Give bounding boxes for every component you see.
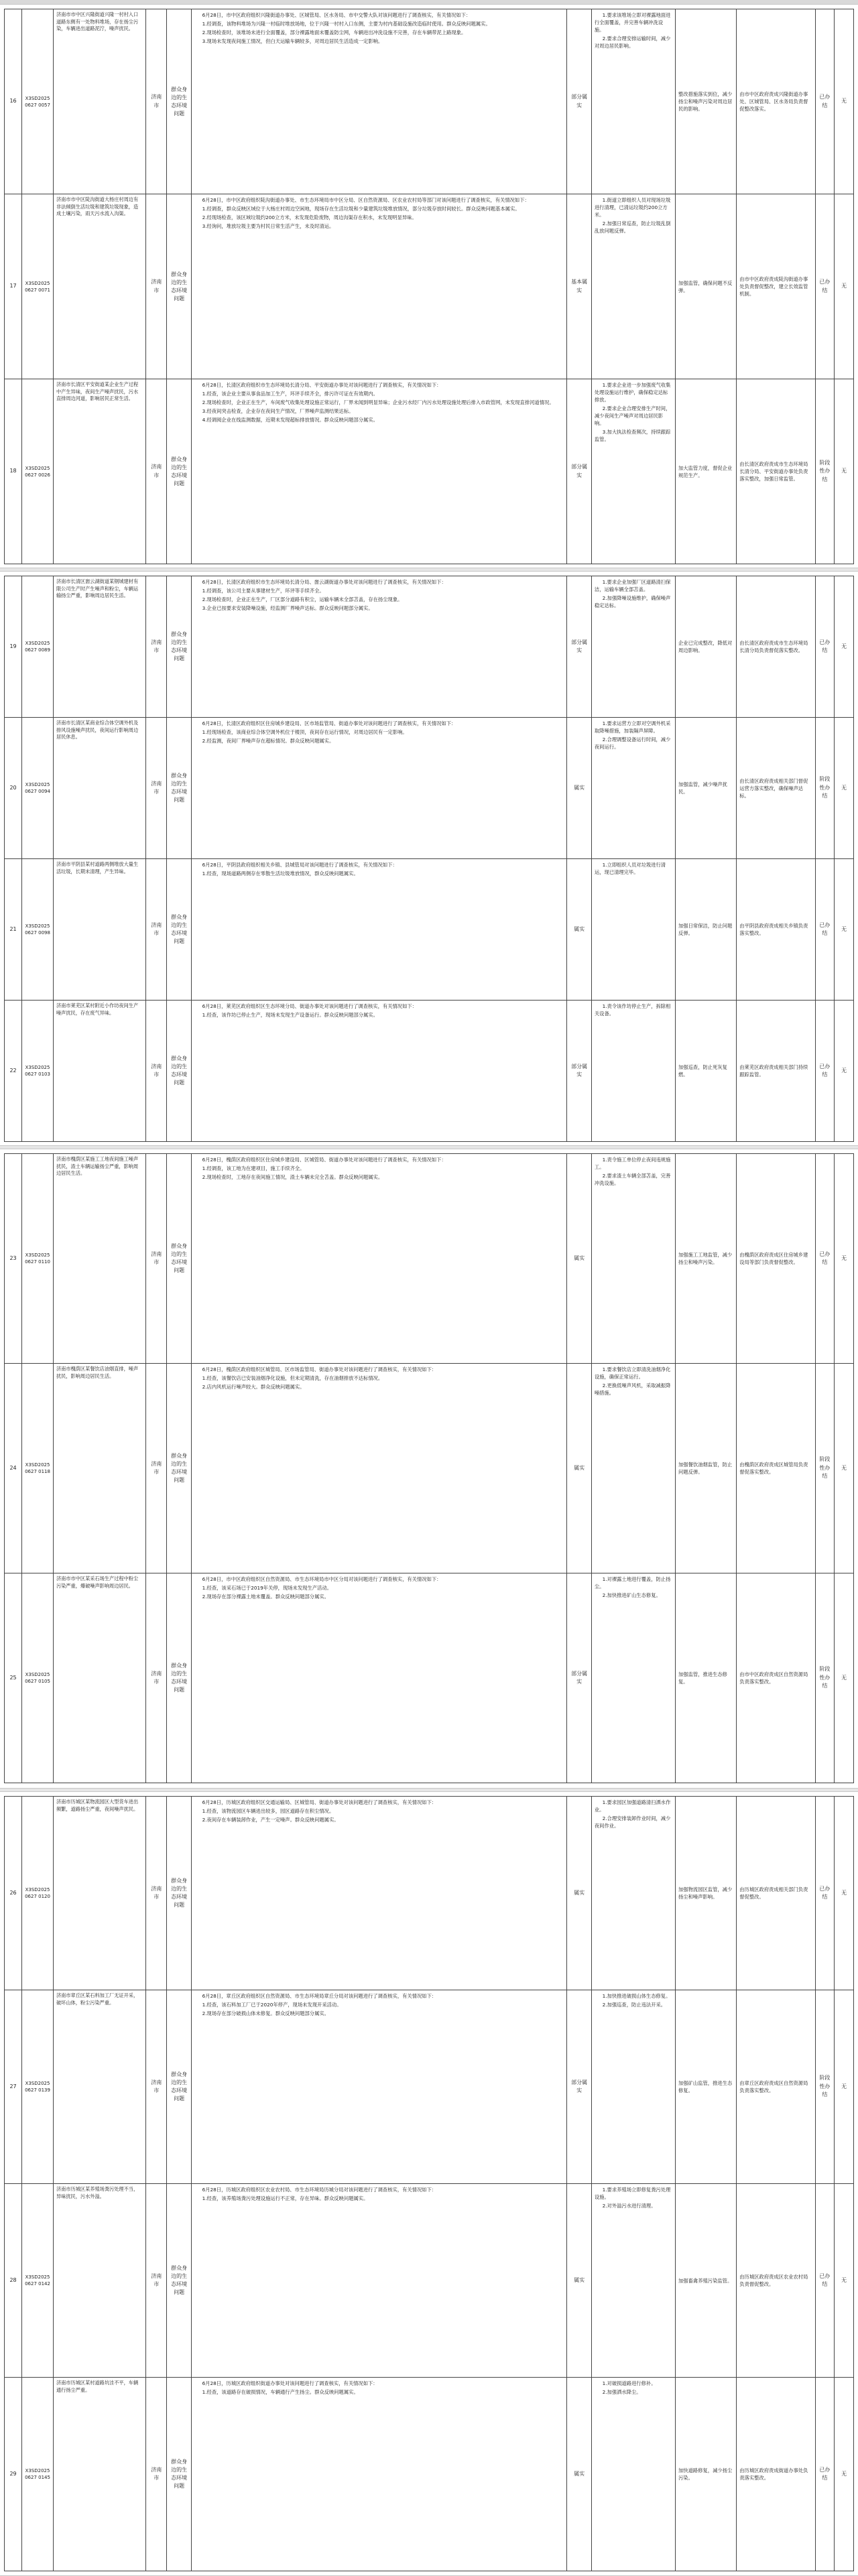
case-status: 阶段性办结 bbox=[815, 718, 835, 859]
result-paragraph: 6月28日，市中区政府组织兴隆街道办事处、区城管局、区水务局、市中交警大队对该问题进行了调查核实，有关情况如下： bbox=[202, 12, 471, 18]
case-code: X3SD2025 0627 0105 bbox=[22, 1573, 54, 1783]
table-row bbox=[5, 379, 854, 564]
rectification-item: 1.对破损道路进行修补。 bbox=[602, 2380, 656, 2386]
case-code: X3SD2025 0627 0026 bbox=[22, 379, 54, 564]
row-index: 19 bbox=[5, 576, 22, 718]
rectification-summary: 加强监管，减少噪声扰民。 bbox=[676, 718, 737, 859]
page-4 bbox=[0, 1791, 858, 2576]
rectification-item: 1.要求企业加强厂区道路清扫保洁，运输车辆全部苫盖。 bbox=[594, 579, 671, 592]
row-index: 28 bbox=[5, 2184, 22, 2378]
investigation-result bbox=[191, 576, 567, 718]
complaint-content: 济南市槐荫区某施工工地夜间施工噪声扰民，渣土车辆运输扬尘严重，影响周边居民生活。 bbox=[53, 1154, 145, 1364]
verification-level: 属实 bbox=[567, 2184, 591, 2378]
result-paragraph: 6月28日，历城区政府组织区交通运输局、区城管局、街道办事处对该问题进行了调查核实，有关情况如下： bbox=[202, 1799, 437, 1805]
admin-area: 济南市 bbox=[146, 194, 167, 379]
page-1 bbox=[0, 4, 858, 568]
page-3 bbox=[0, 1149, 858, 1789]
verification-level: 属实 bbox=[567, 2378, 591, 2571]
case-code: X3SD2025 0627 0098 bbox=[22, 859, 54, 1001]
result-paragraph: 6月28日，章丘区政府组织区自然资源局、市生态环境局章丘分局对该问题进行了调查核实，有关情况如下： bbox=[202, 1993, 437, 1999]
investigation-result bbox=[191, 1990, 567, 2184]
result-paragraph: 1.经查，该作坊已停止生产，现场未发现生产设备运行。群众反映问题部分属实。 bbox=[202, 1012, 378, 1018]
rectification-measures bbox=[591, 9, 675, 194]
complaint-content: 济南市莱芜区某村附近小作坊夜间生产噪声扰民，存在废气异味。 bbox=[53, 1001, 145, 1142]
rectification-item: 2.合理安排装卸作业时间，减少夜间作业。 bbox=[594, 1815, 671, 1829]
result-paragraph: 6月28日，市中区政府组织区自然资源局、市生态环境局市中区分局对该问题进行了调查核实，有关情况如下： bbox=[202, 1576, 442, 1582]
rectification-item: 1.要求该堆场立即对裸露地面进行全面覆盖，并完善车辆冲洗设施。 bbox=[594, 12, 671, 33]
case-code: X3SD2025 0627 0142 bbox=[22, 2184, 54, 2378]
rectification-item: 2.更换低噪声风机，采取减振降噪措施。 bbox=[594, 1382, 671, 1396]
rectification-item: 1.要求企业进一步加强废气收集处理设施运行维护，确保稳定达标排放。 bbox=[594, 382, 671, 403]
case-status: 阶段性办结 bbox=[815, 1364, 835, 1573]
follow-up-measure: 由长清区政府责成相关部门督促运营方落实整改，确保噪声达标。 bbox=[737, 718, 815, 859]
admin-area: 济南市 bbox=[146, 576, 167, 718]
follow-up-measure: 由平阴县政府责成相关乡镇负责落实整改。 bbox=[737, 859, 815, 1001]
case-status: 已办结 bbox=[815, 1797, 835, 1990]
result-paragraph: 3.企业已按要求安装降噪设施，经监测厂界噪声达标。群众反映问题部分属实。 bbox=[202, 605, 373, 611]
verification-level: 属实 bbox=[567, 718, 591, 859]
verification-level: 部分属实 bbox=[567, 379, 591, 564]
follow-up-measure: 由章丘区政府责成区自然资源局负责落实整改。 bbox=[737, 1990, 815, 2184]
table-row bbox=[5, 2378, 854, 2571]
case-status: 已办结 bbox=[815, 9, 835, 194]
rectification-measures bbox=[591, 379, 675, 564]
rectification-measures bbox=[591, 194, 675, 379]
result-paragraph: 6月28日，长清区政府组织市生态环境局长清分局、平安街道办事处对该问题进行了调查核实，有关情况如下： bbox=[202, 382, 442, 388]
result-paragraph: 2.店内风机运行噪声较大。群众反映问题属实。 bbox=[202, 1384, 305, 1390]
rectification-item: 2.加快推进矿山生态修复。 bbox=[602, 1592, 661, 1598]
follow-up-measure: 由历城区政府责成相关部门负责督促整改。 bbox=[737, 1797, 815, 1990]
result-paragraph: 1.经查，该餐饮店已安装油烟净化设施，但未定期清洗，存在油烟排放不达标情况。 bbox=[202, 1375, 383, 1381]
complaint-content: 济南市历城区某养殖场粪污处理不当，异味扰民，污水外溢。 bbox=[53, 2184, 145, 2378]
rectification-summary: 加大监管力度，督促企业规范生产。 bbox=[676, 379, 737, 564]
verification-level: 部分属实 bbox=[567, 1573, 591, 1783]
result-paragraph: 1.经查，该石料加工厂已于2020年停产，现场未发现开采活动。 bbox=[202, 2002, 342, 2008]
pollution-type: 群众身边的生态环境问题 bbox=[167, 1364, 191, 1573]
pollution-type: 群众身边的生态环境问题 bbox=[167, 379, 191, 564]
admin-area: 济南市 bbox=[146, 2184, 167, 2378]
table-row bbox=[5, 718, 854, 859]
complaint-content: 济南市长清区某商业综合体空调外机及排风设施噪声扰民，夜间运行影响周边居民休息。 bbox=[53, 718, 145, 859]
pollution-type: 群众身边的生态环境问题 bbox=[167, 718, 191, 859]
result-paragraph: 6月28日，历城区政府组织区农业农村局、市生态环境局历城分局对该问题进行了调查核实，有关情况如下： bbox=[202, 2187, 437, 2193]
pollution-type: 群众身边的生态环境问题 bbox=[167, 576, 191, 718]
case-status: 已办结 bbox=[815, 576, 835, 718]
complaint-content: 济南市长清区平安街道某企业生产过程中产生异味，夜间生产噪声扰民，污水直排周边河道，影响居民正常生活。 bbox=[53, 379, 145, 564]
complaint-content: 济南市历城区某物流园区大型货车进出频繁，道路扬尘严重，夜间噪声扰民。 bbox=[53, 1797, 145, 1990]
investigation-result bbox=[191, 2184, 567, 2378]
result-paragraph: 2.夜间存在车辆装卸作业，产生一定噪声。群众反映问题属实。 bbox=[202, 1817, 339, 1823]
accountability: 无 bbox=[835, 194, 854, 379]
case-table bbox=[4, 1153, 854, 1783]
row-index: 27 bbox=[5, 1990, 22, 2184]
rectification-measures bbox=[591, 1990, 675, 2184]
investigation-result bbox=[191, 194, 567, 379]
table-row bbox=[5, 576, 854, 718]
rectification-summary: 加强日常保洁，防止问题反弹。 bbox=[676, 859, 737, 1001]
result-paragraph: 2.现场检查时，企业正在生产，车间废气收集处理设施正常运行，厂界未闻到明显异味；企业污水经厂内污水处理设施处理后排入市政管网，未发现直排河道情况。 bbox=[202, 399, 554, 405]
row-index: 24 bbox=[5, 1364, 22, 1573]
follow-up-measure: 由长清区政府责成市生态环境局长清分局、平安街道办事处负责落实整改，加强日常监管。 bbox=[737, 379, 815, 564]
result-paragraph: 3.经询问，堆放垃圾主要为村民日常生活产生，未及时清运。 bbox=[202, 223, 334, 229]
rectification-item: 1.加快推进破损山体生态修复。 bbox=[602, 1993, 671, 1999]
rectification-summary: 加快道路修复，减少扬尘污染。 bbox=[676, 2378, 737, 2571]
result-paragraph: 2.现场检查时，该堆场未进行全面覆盖，部分裸露地面未覆盖防尘网，车辆进出冲洗设施不完善，存在车辆带泥上路现象。 bbox=[202, 29, 467, 36]
rectification-measures bbox=[591, 2184, 675, 2378]
result-paragraph: 6月28日，长清区政府组织市生态环境局长清分局、崮云湖街道办事处对该问题进行了调查核实，有关情况如下： bbox=[202, 579, 446, 585]
rectification-summary: 加强餐饮油烟监管，防止问题反弹。 bbox=[676, 1364, 737, 1573]
investigation-result bbox=[191, 1573, 567, 1783]
table-row bbox=[5, 1990, 854, 2184]
admin-area: 济南市 bbox=[146, 379, 167, 564]
table-row bbox=[5, 1797, 854, 1990]
case-code: X3SD2025 0627 0071 bbox=[22, 194, 54, 379]
admin-area: 济南市 bbox=[146, 9, 167, 194]
pollution-type: 群众身边的生态环境问题 bbox=[167, 1797, 191, 1990]
admin-area: 济南市 bbox=[146, 2378, 167, 2571]
table-row bbox=[5, 859, 854, 1001]
admin-area: 济南市 bbox=[146, 718, 167, 859]
accountability: 无 bbox=[835, 1990, 854, 2184]
accountability: 无 bbox=[835, 576, 854, 718]
rectification-measures bbox=[591, 859, 675, 1001]
verification-level: 部分属实 bbox=[567, 1001, 591, 1142]
page-2 bbox=[0, 571, 858, 1146]
rectification-item: 1.责令施工单位停止夜间违规施工。 bbox=[594, 1157, 671, 1170]
rectification-item: 1.要求园区加强道路清扫洒水作业。 bbox=[594, 1799, 671, 1813]
result-paragraph: 1.经调查，该工地为在建项目，施工手续齐全。 bbox=[202, 1165, 305, 1171]
complaint-content: 济南市槐荫区某餐饮店油烟直排，噪声扰民，影响周边居民生活。 bbox=[53, 1364, 145, 1573]
investigation-result bbox=[191, 1797, 567, 1990]
result-paragraph: 1.经调查，该物料堆场为兴隆一村临时堆放场地，位于兴隆一村村入口东侧，主要为村内基础设施改造临时使用。群众反映问题属实。 bbox=[202, 21, 491, 27]
rectification-summary: 企业已完成整改，降低对周边影响。 bbox=[676, 576, 737, 718]
result-paragraph: 1.经现场检查，该商业综合体空调外机位于楼顶，夜间存在运行情况，对周边居民有一定影响。 bbox=[202, 729, 408, 735]
case-code: X3SD2025 0627 0145 bbox=[22, 2378, 54, 2571]
verification-level: 属实 bbox=[567, 859, 591, 1001]
investigation-result bbox=[191, 859, 567, 1001]
admin-area: 济南市 bbox=[146, 1001, 167, 1142]
table-row bbox=[5, 1364, 854, 1573]
verification-level: 属实 bbox=[567, 1797, 591, 1990]
rectification-measures bbox=[591, 1001, 675, 1142]
case-status: 阶段性办结 bbox=[815, 1573, 835, 1783]
complaint-content: 济南市市中区某采石场生产过程中粉尘污染严重，爆破噪声影响周边居民。 bbox=[53, 1573, 145, 1783]
follow-up-measure: 由市中区政府责成区自然资源局负责落实整改。 bbox=[737, 1573, 815, 1783]
table-row bbox=[5, 194, 854, 379]
case-status: 已办结 bbox=[815, 194, 835, 379]
investigation-result bbox=[191, 1001, 567, 1142]
case-status: 阶段性办结 bbox=[815, 379, 835, 564]
accountability: 无 bbox=[835, 9, 854, 194]
rectification-item: 3.加大执法检查频次，持续跟踪监管。 bbox=[594, 429, 671, 442]
table-row bbox=[5, 1573, 854, 1783]
investigation-result bbox=[191, 1364, 567, 1573]
rectification-summary: 加强矿山监管，推进生态修复。 bbox=[676, 1990, 737, 2184]
result-paragraph: 4.经调阅企业在线监测数据，近期未发现超标排放情况。群众反映问题部分属实。 bbox=[202, 417, 378, 423]
row-index: 17 bbox=[5, 194, 22, 379]
row-index: 25 bbox=[5, 1573, 22, 1783]
follow-up-measure: 由历城区政府责成区农业农村局负责督促整改。 bbox=[737, 2184, 815, 2378]
admin-area: 济南市 bbox=[146, 859, 167, 1001]
verification-level: 属实 bbox=[567, 1154, 591, 1364]
accountability: 无 bbox=[835, 1573, 854, 1783]
case-code: X3SD2025 0627 0057 bbox=[22, 9, 54, 194]
case-code: X3SD2025 0627 0120 bbox=[22, 1797, 54, 1990]
pollution-type: 群众身边的生态环境问题 bbox=[167, 2184, 191, 2378]
verification-level: 部分属实 bbox=[567, 576, 591, 718]
investigation-result bbox=[191, 2378, 567, 2571]
result-paragraph: 2.经现场检查，该区域垃圾约200立方米，未发现危险废物，周边沟渠存在积水，未发现明显异味。 bbox=[202, 214, 417, 220]
result-paragraph: 1.经查，该物流园区车辆进出较多，园区道路存在积尘情况。 bbox=[202, 1808, 334, 1814]
rectification-item: 2.加强巡查，防止违法开采。 bbox=[602, 2002, 666, 2008]
case-status: 已办结 bbox=[815, 859, 835, 1001]
accountability: 无 bbox=[835, 859, 854, 1001]
follow-up-measure: 由槐荫区政府责成区城管局负责督促落实整改。 bbox=[737, 1364, 815, 1573]
accountability: 无 bbox=[835, 1001, 854, 1142]
result-paragraph: 6月28日，长清区政府组织区住房城乡建设局、区市场监管局、街道办事处对该问题进行了调查核实，有关情况如下： bbox=[202, 720, 456, 726]
row-index: 26 bbox=[5, 1797, 22, 1990]
table-row bbox=[5, 2184, 854, 2378]
verification-level: 属实 bbox=[567, 1364, 591, 1573]
complaint-content: 济南市历城区某村道路坑洼不平，车辆通行扬尘严重。 bbox=[53, 2378, 145, 2571]
row-index: 22 bbox=[5, 1001, 22, 1142]
result-paragraph: 6月28日，市中区政府组织陡沟街道办事处、市生态环境局市中区分局、区自然资源局、区农业农村局等部门对该问题进行了调查核实，有关情况如下： bbox=[202, 197, 530, 203]
rectification-summary: 加强监管，推进生态修复。 bbox=[676, 1573, 737, 1783]
verification-level: 部分属实 bbox=[567, 9, 591, 194]
complaint-content: 济南市市中区兴隆街道兴隆一村村入口道路东侧有一处物料堆场，存在扬尘污染，车辆进出道路泥泞，噪声扰民。 bbox=[53, 9, 145, 194]
follow-up-measure: 由市中区政府责成兴隆街道办事处、区城管局、区水务局负责督促整改落实。 bbox=[737, 9, 815, 194]
complaint-content: 济南市长清区崮云湖街道某钢城建材有限公司生产时产生噪声和粉尘，车辆运输扬尘严重，影响周边居民生活。 bbox=[53, 576, 145, 718]
row-index: 18 bbox=[5, 379, 22, 564]
rectification-item: 1.要求运营方立即对空调外机采取降噪措施，加装隔声屏障。 bbox=[594, 720, 671, 734]
result-paragraph: 2.现场存在部分破损山体未修复。群众反映问题部分属实。 bbox=[202, 2010, 329, 2016]
pollution-type: 群众身边的生态环境问题 bbox=[167, 9, 191, 194]
rectification-summary: 加强畜禽养殖污染监管。 bbox=[676, 2184, 737, 2378]
case-status: 已办结 bbox=[815, 2184, 835, 2378]
rectification-item: 2.加强日常巡查，防止垃圾乱倒乱放问题反弹。 bbox=[594, 220, 671, 234]
row-index: 16 bbox=[5, 9, 22, 194]
follow-up-measure: 由槐荫区政府责成区住房城乡建设局等部门负责督促整改。 bbox=[737, 1154, 815, 1364]
rectification-summary: 整改措施落实到位，减少扬尘和噪声污染对周边居民的影响。 bbox=[676, 9, 737, 194]
rectification-summary: 加强巡查，防止死灰复燃。 bbox=[676, 1001, 737, 1142]
rectification-item: 2.加强洒水降尘。 bbox=[602, 2389, 641, 2395]
admin-area: 济南市 bbox=[146, 1797, 167, 1990]
accountability: 无 bbox=[835, 718, 854, 859]
accountability: 无 bbox=[835, 2184, 854, 2378]
rectification-measures bbox=[591, 1364, 675, 1573]
complaint-content: 济南市平阴县某村道路两侧堆放大量生活垃圾，长期未清理，产生异味。 bbox=[53, 859, 145, 1001]
accountability: 无 bbox=[835, 1364, 854, 1573]
result-paragraph: 2.现场检查时，工地存在夜间施工情况，渣土车辆未完全苫盖。群众反映问题属实。 bbox=[202, 1174, 383, 1180]
result-paragraph: 1.经调查，该公司主要从事建材生产，环评等手续齐全。 bbox=[202, 588, 324, 594]
follow-up-measure: 由长清区政府责成市生态环境局长清分局负责督促落实整改。 bbox=[737, 576, 815, 718]
case-table bbox=[4, 576, 854, 1142]
case-code: X3SD2025 0627 0110 bbox=[22, 1154, 54, 1364]
complaint-content: 济南市市中区陡沟街道大杨庄村周边有非法倾倒生活垃圾和建筑垃圾现象，造成土壤污染，雨天污水流入沟渠。 bbox=[53, 194, 145, 379]
rectification-item: 2.要求合理安排运输时间，减少对周边居民影响。 bbox=[594, 36, 671, 49]
case-code: X3SD2025 0627 0139 bbox=[22, 1990, 54, 2184]
pollution-type: 群众身边的生态环境问题 bbox=[167, 1001, 191, 1142]
result-paragraph: 2.经监测，夜间厂界噪声存在超标情况。群众反映问题属实。 bbox=[202, 738, 334, 744]
pollution-type: 群众身边的生态环境问题 bbox=[167, 1154, 191, 1364]
case-code: X3SD2025 0627 0118 bbox=[22, 1364, 54, 1573]
investigation-result bbox=[191, 1154, 567, 1364]
rectification-summary: 加强监管，确保问题不反弹。 bbox=[676, 194, 737, 379]
result-paragraph: 1.经查，现场道路两侧存在零散生活垃圾堆放情况，群众反映问题属实。 bbox=[202, 871, 359, 877]
investigation-result bbox=[191, 718, 567, 859]
rectification-measures bbox=[591, 2378, 675, 2571]
rectification-measures bbox=[591, 1797, 675, 1990]
rectification-summary: 加强施工工地监管，减少扬尘和噪声污染。 bbox=[676, 1154, 737, 1364]
rectification-item: 2.合理调整设备运行时间，减少夜间运行。 bbox=[594, 736, 671, 750]
verification-level: 部分属实 bbox=[567, 1990, 591, 2184]
rectification-item: 1.对裸露土地进行覆盖，防止扬尘。 bbox=[594, 1576, 671, 1590]
rectification-measures bbox=[591, 1573, 675, 1783]
accountability: 无 bbox=[835, 2378, 854, 2571]
rectification-item: 2.对外溢污水进行清理。 bbox=[602, 2203, 656, 2209]
accountability: 无 bbox=[835, 379, 854, 564]
case-code: X3SD2025 0627 0103 bbox=[22, 1001, 54, 1142]
rectification-item: 2.要求渣土车辆全部苫盖，完善冲洗设施。 bbox=[594, 1173, 671, 1186]
result-paragraph: 6月28日，槐荫区政府组织区住房城乡建设局、区城管局、街道办事处对该问题进行了调查核实，有关情况如下： bbox=[202, 1157, 446, 1163]
row-index: 23 bbox=[5, 1154, 22, 1364]
verification-level: 基本属实 bbox=[567, 194, 591, 379]
case-code: X3SD2025 0627 0089 bbox=[22, 576, 54, 718]
result-paragraph: 1.经查，该养殖场粪污处理设施运行不正常，存在异味。群众反映问题属实。 bbox=[202, 2195, 369, 2201]
table-row bbox=[5, 1154, 854, 1364]
rectification-item: 1.责令该作坊停止生产，拆除相关设备。 bbox=[594, 1003, 671, 1017]
investigation-result bbox=[191, 9, 567, 194]
result-paragraph: 1.经查，该采石场已于2019年关停，现场未发现生产活动。 bbox=[202, 1585, 332, 1591]
result-paragraph: 6月28日，历城区政府组织街道办事处对该问题进行了调查核实，有关情况如下： bbox=[202, 2380, 378, 2386]
table-row bbox=[5, 9, 854, 194]
result-paragraph: 1.经查，该道路存在破损情况，车辆通行产生扬尘。群众反映问题属实。 bbox=[202, 2389, 359, 2395]
case-status: 已办结 bbox=[815, 2378, 835, 2571]
row-index: 29 bbox=[5, 2378, 22, 2571]
rectification-measures bbox=[591, 1154, 675, 1364]
pollution-type: 群众身边的生态环境问题 bbox=[167, 859, 191, 1001]
case-code: X3SD2025 0627 0094 bbox=[22, 718, 54, 859]
result-paragraph: 6月28日，莱芜区政府组织区生态环境分局、街道办事处对该问题进行了调查核实，有关情况如下： bbox=[202, 1003, 417, 1009]
rectification-measures bbox=[591, 718, 675, 859]
result-paragraph: 3.经夜间突击检查，企业存在夜间生产情况，厂界噪声监测结果达标。 bbox=[202, 408, 354, 414]
case-table bbox=[4, 1796, 854, 2571]
pollution-type: 群众身边的生态环境问题 bbox=[167, 2378, 191, 2571]
pollution-type: 群众身边的生态环境问题 bbox=[167, 194, 191, 379]
rectification-measures bbox=[591, 576, 675, 718]
case-status: 已办结 bbox=[815, 1001, 835, 1142]
admin-area: 济南市 bbox=[146, 1154, 167, 1364]
result-paragraph: 6月28日，槐荫区政府组织区城管局、区市场监管局、街道办事处对该问题进行了调查核实，有关情况如下： bbox=[202, 1366, 437, 1372]
follow-up-measure: 由市中区政府责成陡沟街道办事处负责督促整改，建立长效监管机制。 bbox=[737, 194, 815, 379]
complaint-content: 济南市章丘区某石料加工厂无证开采，破坏山体，粉尘污染严重。 bbox=[53, 1990, 145, 2184]
result-paragraph: 3.现场未发现夜间施工情况，但白天运输车辆较多，对周边居民生活造成一定影响。 bbox=[202, 38, 383, 44]
admin-area: 济南市 bbox=[146, 1364, 167, 1573]
pollution-type: 群众身边的生态环境问题 bbox=[167, 1990, 191, 2184]
pollution-type: 群众身边的生态环境问题 bbox=[167, 1573, 191, 1783]
accountability: 无 bbox=[835, 1154, 854, 1364]
follow-up-measure: 由莱芜区政府责成相关部门持续跟踪监管。 bbox=[737, 1001, 815, 1142]
result-paragraph: 6月28日，平阴县政府组织相关乡镇、县城管局对该问题进行了调查核实，有关情况如下： bbox=[202, 862, 397, 868]
rectification-item: 1.街道立即组织人员对现场垃圾进行清理，已清运垃圾约200立方米。 bbox=[594, 197, 671, 218]
rectification-item: 1.要求养殖场立即修复粪污处理设施。 bbox=[594, 2187, 671, 2200]
case-status: 阶段性办结 bbox=[815, 1990, 835, 2184]
case-status: 已办结 bbox=[815, 1154, 835, 1364]
rectification-summary: 加强物流园区监管，减少扬尘和噪声影响。 bbox=[676, 1797, 737, 1990]
admin-area: 济南市 bbox=[146, 1573, 167, 1783]
rectification-item: 1.立即组织人员对垃圾进行清运，现已清理完毕。 bbox=[594, 862, 666, 875]
admin-area: 济南市 bbox=[146, 1990, 167, 2184]
rectification-item: 1.要求餐饮店立即清洗油烟净化设施，确保正常运行。 bbox=[594, 1366, 671, 1380]
result-paragraph: 1.经调查，群众反映区域位于大杨庄村周边空闲地，现场存在生活垃圾和少量建筑垃圾堆放情况，部分垃圾存放时间较长。群众反映问题基本属实。 bbox=[202, 206, 520, 212]
result-paragraph: 1.经查，该企业主要从事食品加工生产，环评手续齐全，排污许可证在有效期内。 bbox=[202, 391, 378, 397]
row-index: 21 bbox=[5, 859, 22, 1001]
result-paragraph: 2.现场检查时，企业正在生产，厂区部分道路有积尘，运输车辆未全部苫盖，存在扬尘现象。 bbox=[202, 596, 403, 602]
rectification-item: 2.加强降噪设施维护，确保噪声稳定达标。 bbox=[594, 595, 671, 608]
result-paragraph: 2.现场存在部分裸露土地未覆盖。群众反映问题部分属实。 bbox=[202, 1594, 329, 1600]
table-row bbox=[5, 1001, 854, 1142]
accountability: 无 bbox=[835, 1797, 854, 1990]
follow-up-measure: 由历城区政府责成街道办事处负责落实整改。 bbox=[737, 2378, 815, 2571]
rectification-item: 2.要求企业合理安排生产时间，减少夜间生产噪声对周边居民影响。 bbox=[594, 405, 671, 426]
case-table bbox=[4, 9, 854, 564]
investigation-result bbox=[191, 379, 567, 564]
row-index: 20 bbox=[5, 718, 22, 859]
